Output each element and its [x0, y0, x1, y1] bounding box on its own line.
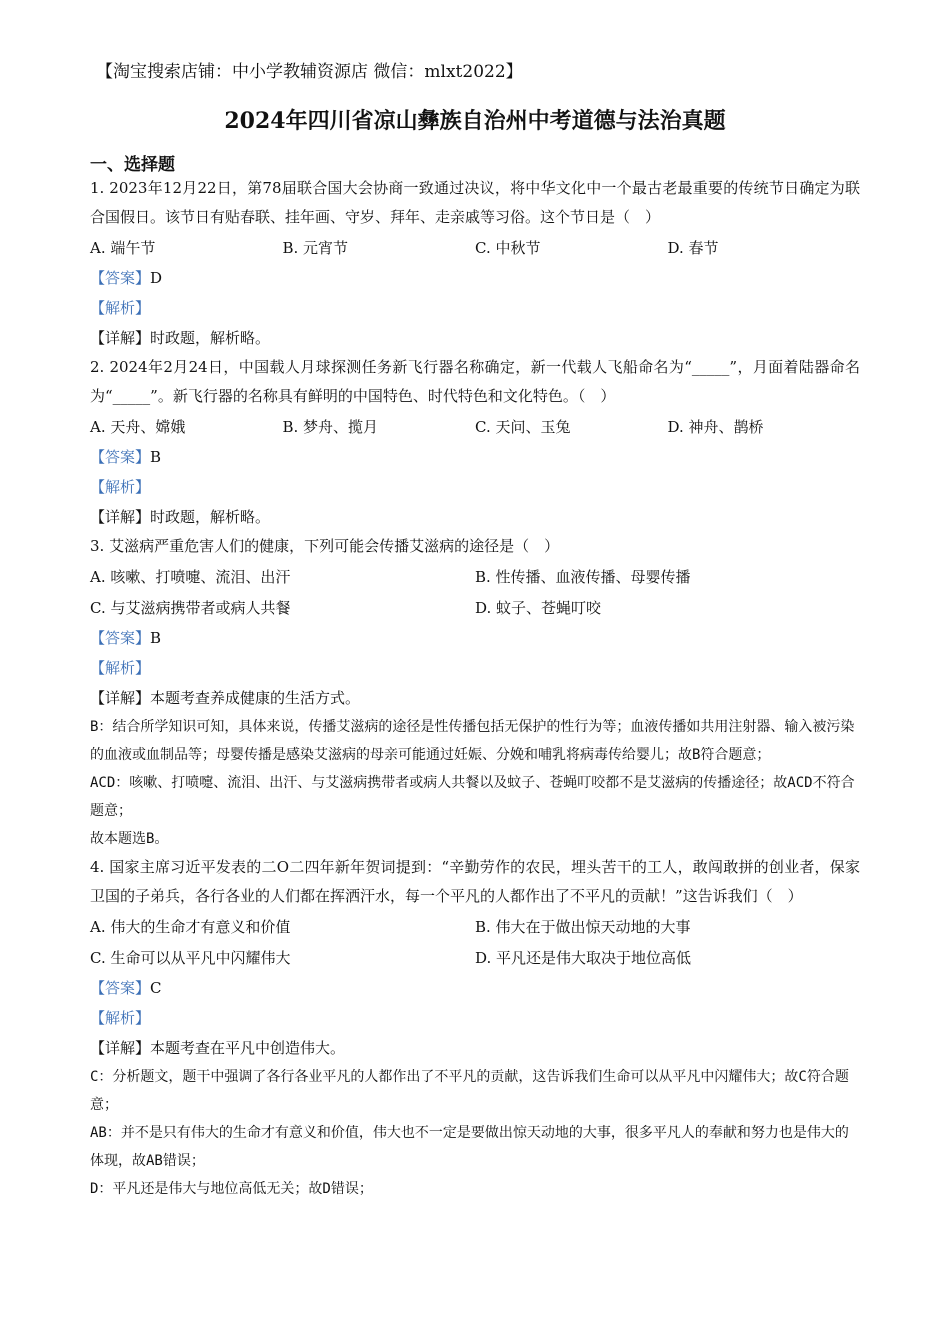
question-1 — [90, 174, 860, 353]
explanation-conclusion: 故本题选B。 — [90, 831, 169, 847]
option-c: C. 生命可以从平凡中闪耀伟大 — [90, 949, 291, 967]
answer-value: B — [150, 448, 162, 466]
answer-line — [90, 623, 860, 653]
options-row — [90, 592, 860, 623]
detail-tag: 【详解】 — [90, 508, 151, 526]
option-a: A. 天舟、嫦娥 — [90, 418, 186, 436]
section-heading: 一、选择题 — [90, 155, 175, 175]
explanation-b: B：结合所学知识可知，具体来说，传播艾滋病的途径是性传播包括无保护的性行为等；血液传播如共用注射器、输入被污染的血液或血制品等；母婴传播是感染艾滋病的母亲可能通过妊娠、分娩和哺乳将病毒传给婴儿；故B符合题意； — [90, 719, 855, 763]
option-d: D. 神舟、鹊桥 — [667, 418, 764, 436]
analysis-tag: 【解析】 — [90, 1009, 151, 1027]
answer-line — [90, 973, 860, 1003]
option-b: B. 元宵节 — [282, 239, 349, 257]
question-stem: 2. 2024年2月24日，中国载人月球探测任务新飞行器名称确定，新一代载人飞船命名为“_____”，月面着陆器命名为“_____”。新飞行器的名称具有鲜明的中国特色、时代特色和文化特色。（ ） — [90, 358, 860, 405]
explanation-d: D：平凡还是伟大与地位高低无关；故D错误； — [90, 1181, 373, 1197]
options-row — [90, 411, 860, 442]
option-d: D. 春节 — [667, 239, 719, 257]
question-stem: 1. 2023年12月22日，第78届联合国大会协商一致通过决议，将中华文化中一个最古老最重要的传统节日确定为联合国假日。该节日有贴春联、挂年画、守岁、拜年、走亲戚等习俗。这个节日是（ ） — [90, 179, 860, 226]
explanation-acd: ACD：咳嗽、打喷嚏、流泪、出汗、与艾滋病携带者或病人共餐以及蚊子、苍蝇叮咬都不是艾滋病的传播途径；故ACD不符合题意； — [90, 775, 855, 819]
document-title: 2024年四川省凉山彝族自治州中考道德与法治真题 — [224, 108, 726, 134]
question-list — [90, 174, 860, 1203]
analysis-line — [90, 293, 860, 323]
option-a: A. 端午节 — [90, 239, 156, 257]
options-row — [90, 232, 860, 263]
detail-line — [90, 323, 860, 353]
detail-tag: 【详解】 — [90, 1039, 151, 1057]
option-a: A. 伟大的生命才有意义和价值 — [90, 918, 291, 936]
analysis-line — [90, 1003, 860, 1033]
question-stem: 4. 国家主席习近平发表的二O二四年新年贺词提到：“辛勤劳作的农民，埋头苦干的工人，敢闯敢拼的创业者，保家卫国的子弟兵，各行各业的人们都在挥洒汗水，每一个平凡的人都作出了不平凡的贡献！”这告诉我们（ ） — [90, 858, 860, 905]
detail-text: 本题考查养成健康的生活方式。 — [150, 689, 361, 707]
answer-value: B — [150, 629, 162, 647]
detail-tag: 【详解】 — [90, 689, 151, 707]
detail-line — [90, 1033, 860, 1063]
answer-value: C — [150, 979, 162, 997]
answer-tag: 【答案】 — [90, 269, 151, 287]
detail-text: 本题考查在平凡中创造伟大。 — [150, 1039, 346, 1057]
option-c: C. 中秋节 — [475, 239, 541, 257]
option-d: D. 蚊子、苍蝇叮咬 — [475, 599, 602, 617]
explanation-ab: AB：并不是只有伟大的生命才有意义和价值，伟大也不一定是要做出惊天动地的大事，很多平凡人的奉献和努力也是伟大的体现，故AB错误； — [90, 1125, 849, 1169]
answer-line — [90, 263, 860, 293]
answer-line — [90, 442, 860, 472]
detail-line — [90, 502, 860, 532]
explanation-c: C：分析题文，题干中强调了各行各业平凡的人都作出了不平凡的贡献，这告诉我们生命可以从平凡中闪耀伟大；故C符合题意； — [90, 1069, 849, 1113]
option-d: D. 平凡还是伟大取决于地位高低 — [475, 949, 692, 967]
analysis-line — [90, 472, 860, 502]
option-b: B. 梦舟、揽月 — [282, 418, 379, 436]
analysis-tag: 【解析】 — [90, 478, 151, 496]
analysis-line — [90, 653, 860, 683]
options-row — [90, 942, 860, 973]
option-c: C. 与艾滋病携带者或病人共餐 — [90, 599, 291, 617]
options-row — [90, 911, 860, 942]
detail-tag: 【详解】 — [90, 329, 151, 347]
detail-line — [90, 683, 860, 713]
question-stem: 3. 艾滋病严重危害人们的健康，下列可能会传播艾滋病的途径是（ ） — [90, 537, 560, 555]
detail-text: 时政题，解析略。 — [150, 329, 271, 347]
detail-text: 时政题，解析略。 — [150, 508, 271, 526]
question-4 — [90, 853, 860, 1203]
option-c: C. 天问、玉兔 — [475, 418, 571, 436]
question-2 — [90, 353, 860, 532]
analysis-tag: 【解析】 — [90, 299, 151, 317]
answer-value: D — [150, 269, 163, 287]
options-row — [90, 561, 860, 592]
answer-tag: 【答案】 — [90, 448, 151, 466]
answer-tag: 【答案】 — [90, 979, 151, 997]
option-b: B. 伟大在于做出惊天动地的大事 — [475, 918, 691, 936]
answer-tag: 【答案】 — [90, 629, 151, 647]
question-3 — [90, 532, 860, 853]
option-a: A. 咳嗽、打喷嚏、流泪、出汗 — [90, 568, 291, 586]
option-b: B. 性传播、血液传播、母婴传播 — [475, 568, 691, 586]
analysis-tag: 【解析】 — [90, 659, 151, 677]
store-watermark: 【淘宝搜索店铺：中小学教辅资源店 微信：mlxt2022】 — [96, 62, 523, 82]
